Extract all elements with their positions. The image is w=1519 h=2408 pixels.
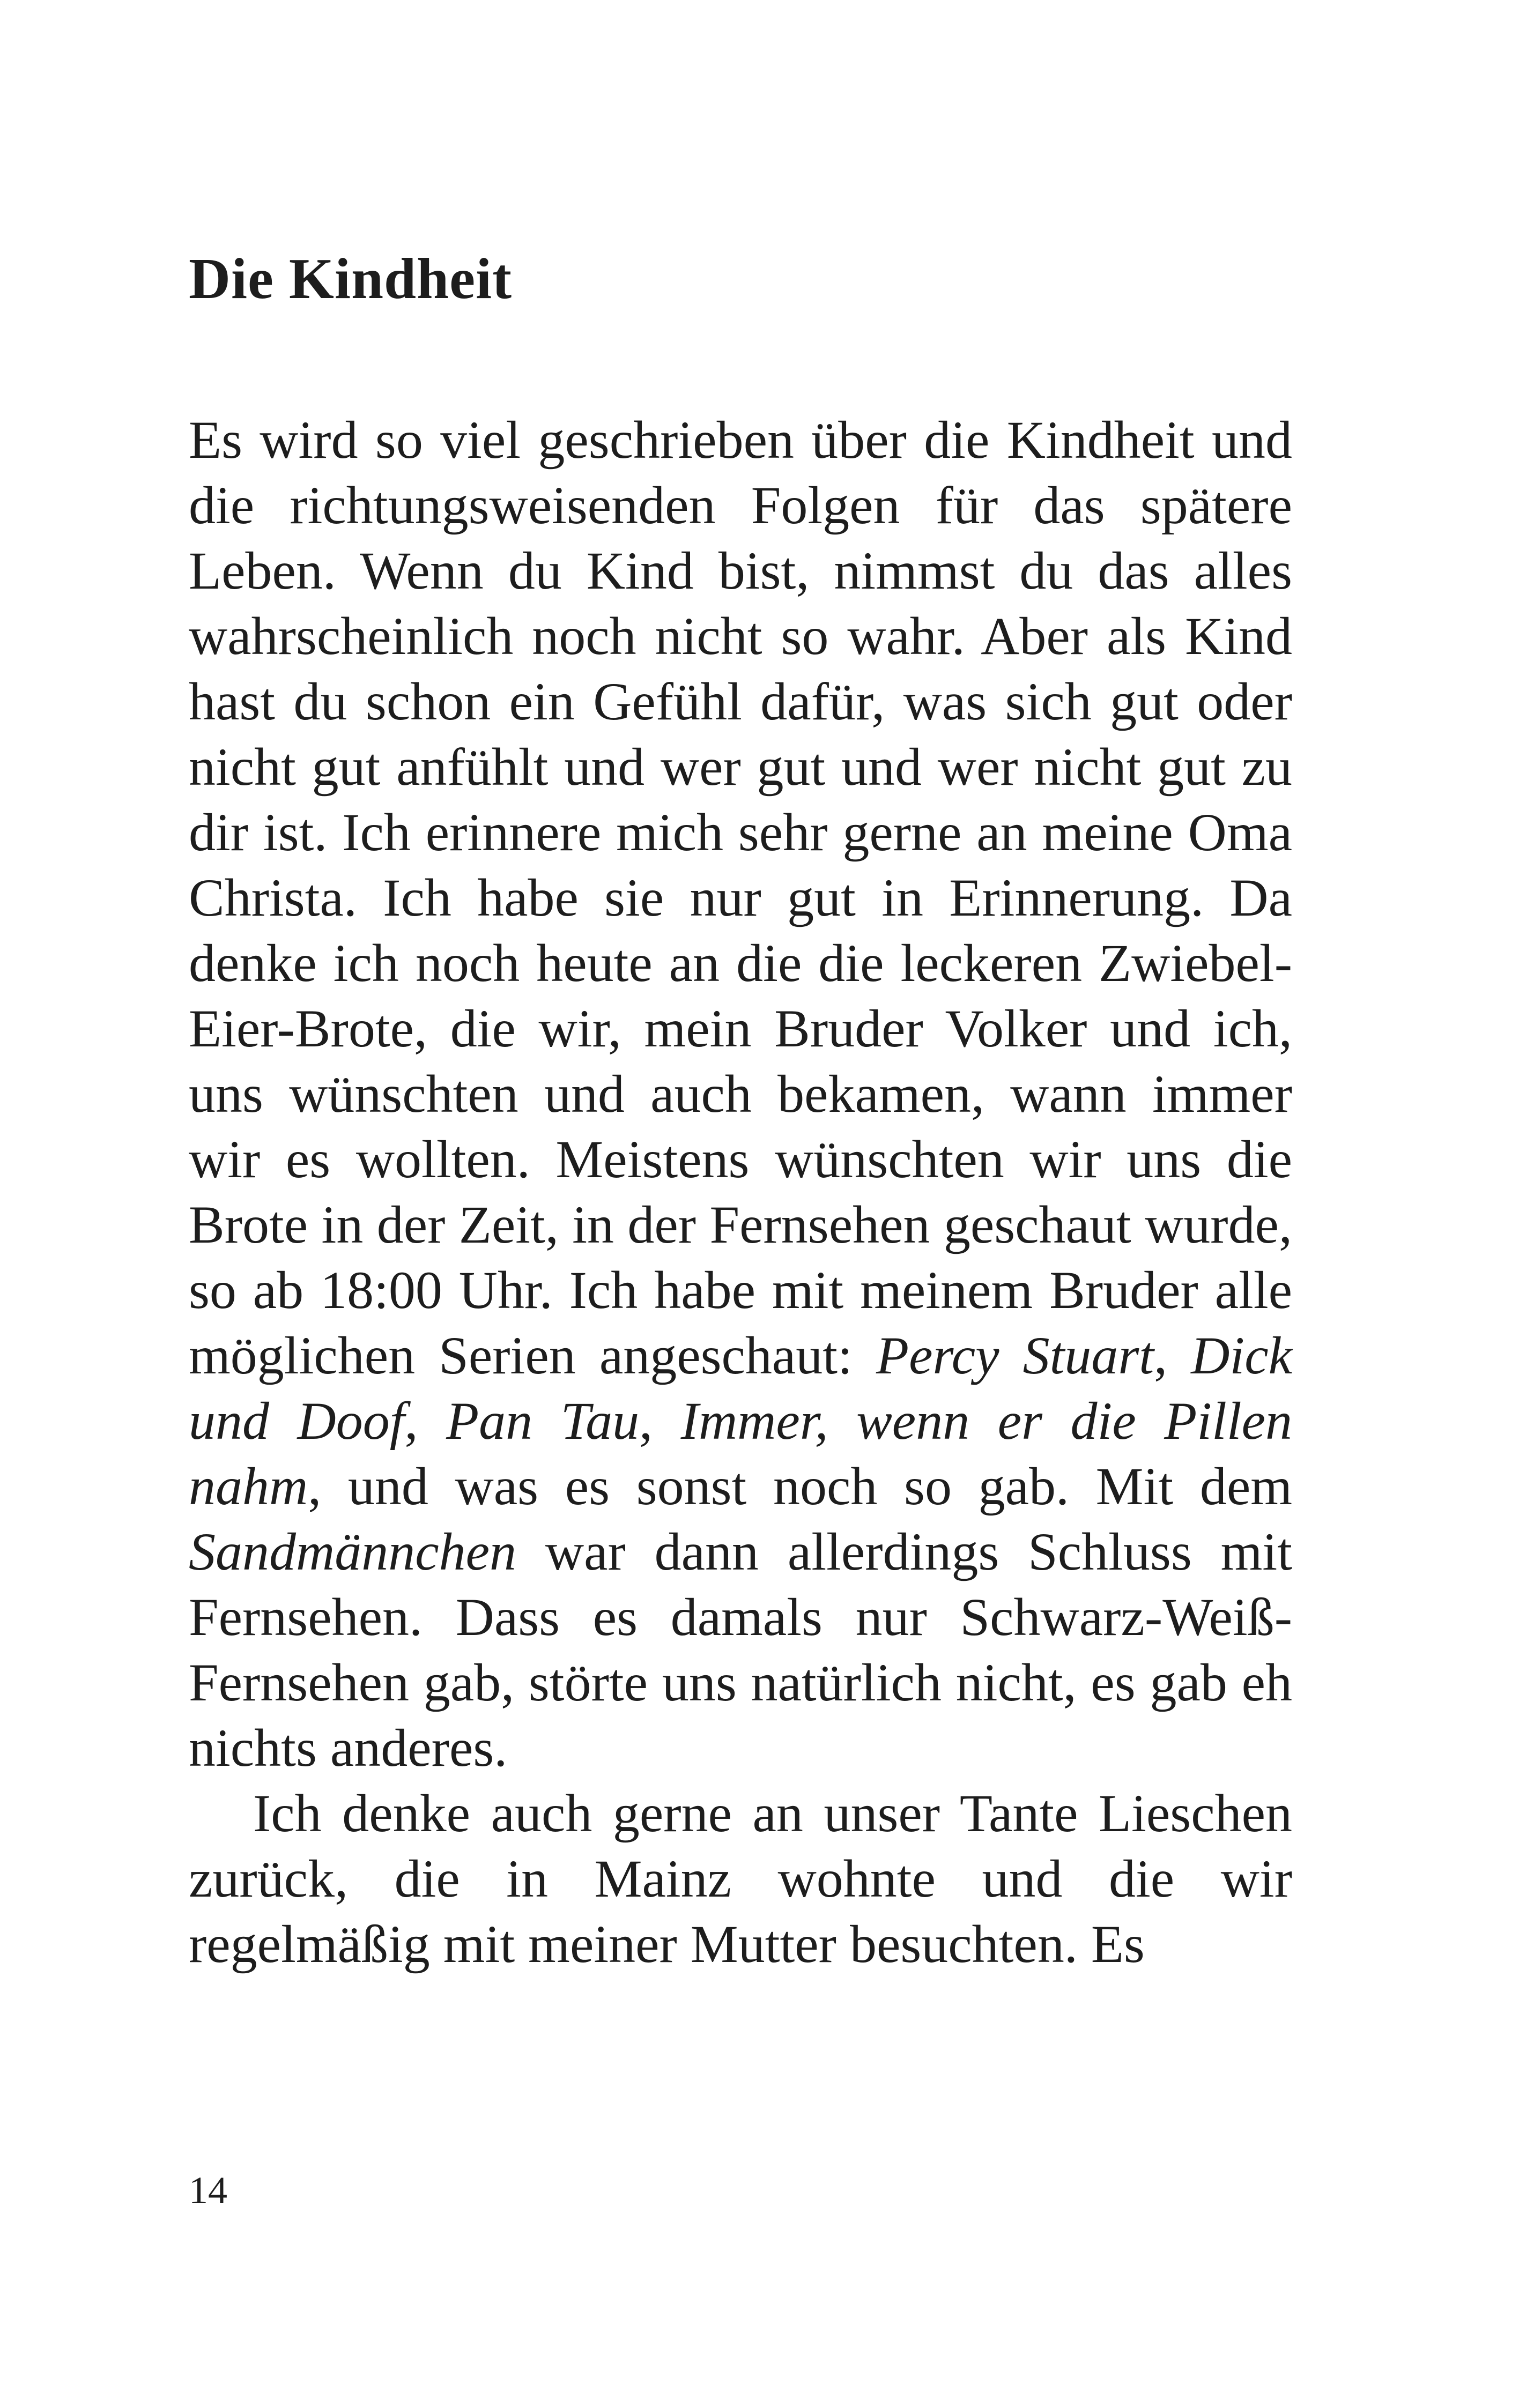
series-title-pan-tau: Pan Tau xyxy=(446,1391,640,1451)
series-title-sandmaennchen: Sandmännchen xyxy=(189,1522,516,1581)
series-title-percy-stuart: Percy Stuart xyxy=(876,1326,1154,1385)
series-separator: , xyxy=(1154,1326,1191,1385)
series-title-dick-und-doof: Dick und Doof xyxy=(189,1326,1292,1451)
body-text xyxy=(189,407,1292,1977)
series-title-immer-wenn-er-die-pillen-nahm: Immer, wenn er die Pillen nahm xyxy=(189,1391,1293,1516)
series-separator: , xyxy=(639,1391,681,1451)
page-number: 14 xyxy=(189,2169,227,2212)
series-separator: , xyxy=(404,1391,447,1451)
paragraph-1-text-2: , und was es sonst noch so gab. Mit dem xyxy=(308,1456,1292,1516)
paragraph-1-text-3: war dann allerdings Schluss mit Fernsehen. Dass es damals nur Schwarz-Weiß-Fernsehen gab, störte uns natürlich nicht, es gab eh nichts anderes. xyxy=(189,1522,1292,1778)
chapter-title: Die Kindheit xyxy=(189,247,513,311)
paragraph-1-text-1: Es wird so viel geschrieben über die Kindheit und die richtungsweisenden Folgen für das spätere Leben. Wenn du Kind bist, nimmst du das alles wahrscheinlich noch nicht so wahr. Aber als Kind hast du schon ein Gefühl dafür, was sich gut oder nicht gut anfühlt und wer gut und wer nicht gut zu dir ist. Ich erinnere mich sehr gerne an meine Oma Christa. Ich habe sie nur gut in Erinnerung. Da denke ich noch heute an die die leckeren Zwiebel-Eier-Brote, die wir, mein Bruder Volker und ich, uns wünschten und auch bekamen, wann immer wir es wollten. Meistens wünschten wir uns die Brote in der Zeit, in der Fernsehen geschaut wurde, so ab 18:00 Uhr. Ich habe mit meinem Bruder alle möglichen Serien angeschaut: xyxy=(189,410,1292,1385)
paragraph-2: Ich denke auch gerne an unser Tante Lieschen zurück, die in Mainz wohnte und die wir regelmäßig mit meiner Mutter besuchten. Es xyxy=(189,1783,1292,1974)
paragraph-1 xyxy=(189,407,1292,1781)
